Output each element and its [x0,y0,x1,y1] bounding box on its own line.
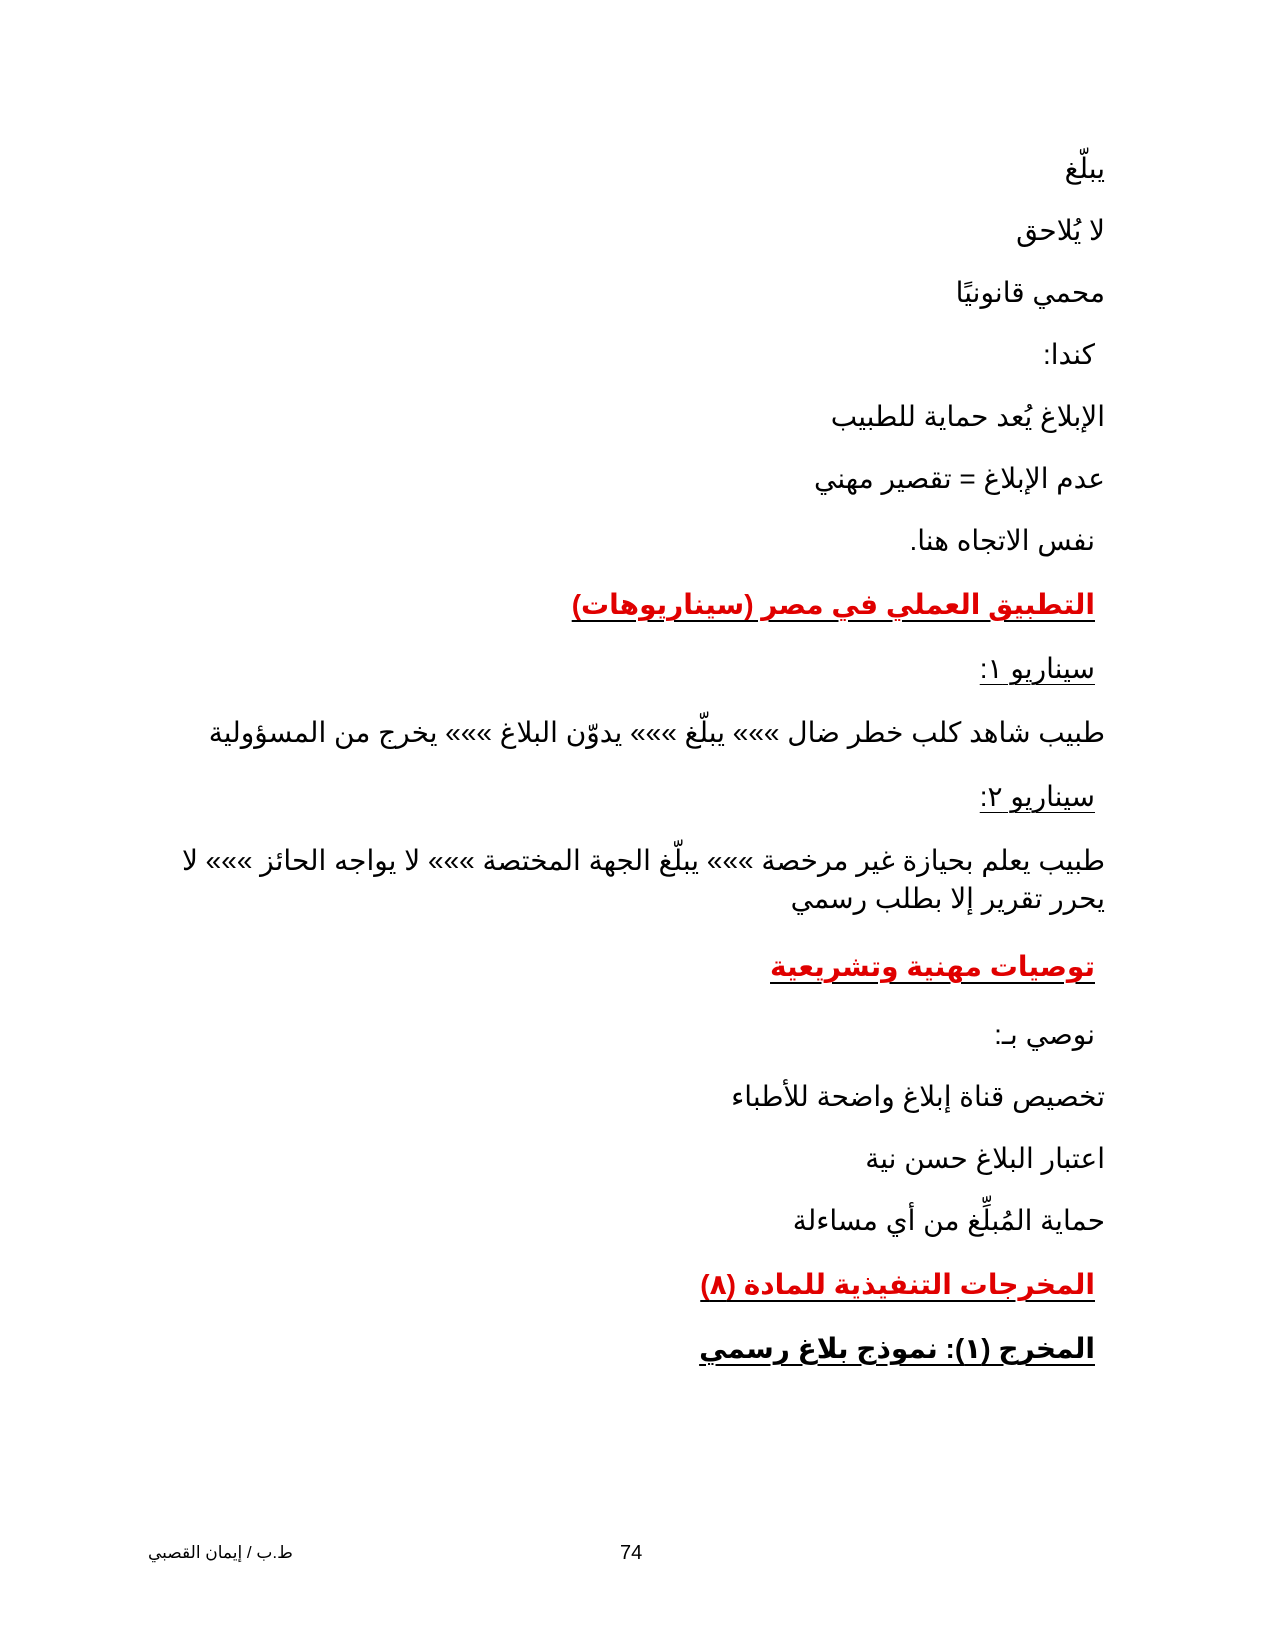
footer-author: ط.ب / إيمان القصبي [148,1543,293,1562]
text-line: يبلّغ [1064,153,1105,184]
section-heading-practical: التطبيق العملي في مصر (سيناريوهات) [571,589,1095,620]
recommendation-item: تخصيص قناة إبلاغ واضحة للأطباء [731,1081,1105,1112]
scenario-1-title: سيناريو ١: [979,653,1095,684]
text-line: عدم الإبلاغ = تقصير مهني [814,463,1105,494]
text-line: نفس الاتجاه هنا. [909,525,1095,556]
section-heading-recommendations: توصيات مهنية وتشريعية [770,951,1095,982]
text-line: الإبلاغ يُعد حماية للطبيب [830,401,1105,432]
recommendations-intro: نوصي بـ: [994,1019,1095,1050]
page-number: 74 [620,1542,643,1564]
text-line: كندا: [1042,339,1095,370]
recommendation-item: اعتبار البلاغ حسن نية [865,1143,1105,1174]
scenario-1-text: طبيب شاهد كلب خطر ضال »»» يبلّغ »»» يدوّن البلاغ »»» يخرج من المسؤولية [208,717,1105,748]
text-line: لا يُلاحق [1016,215,1105,246]
scenario-2-title: سيناريو ٢: [979,781,1095,812]
text-line: محمي قانونيًا [955,277,1105,308]
scenario-2-text: طبيب يعلم بحيازة غير مرخصة »»» يبلّغ الجهة المختصة »»» لا يواجه الحائز »»» لا يحرر تقرير إلا بطلب رسمي [181,845,1105,914]
output-1-title: المخرج (١): نموذج بلاغ رسمي [699,1333,1095,1364]
recommendation-item: حماية المُبلِّغ من أي مساءلة [792,1205,1105,1236]
section-heading-outputs: المخرجات التنفيذية للمادة (٨) [700,1269,1095,1300]
